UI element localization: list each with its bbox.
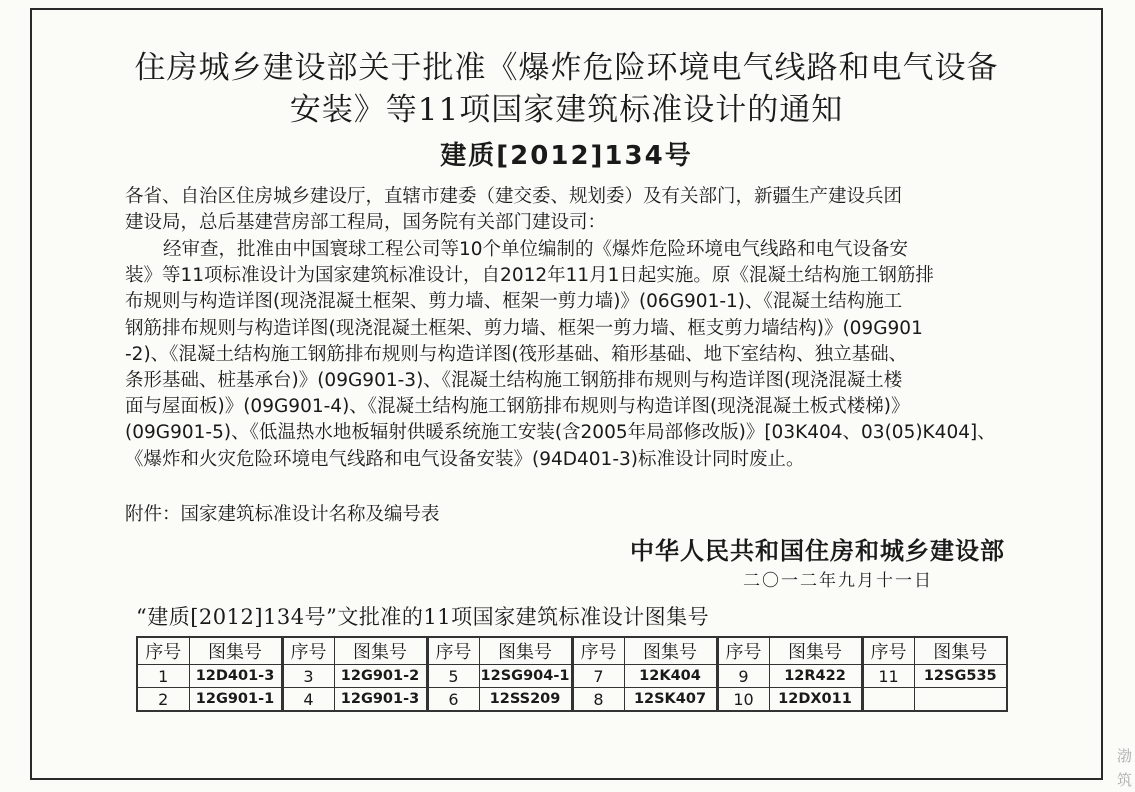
table-row bbox=[137, 665, 1007, 688]
body-line bbox=[125, 237, 1025, 263]
header-code: 图集号 bbox=[334, 637, 427, 665]
code-cell: 12K404 bbox=[624, 665, 717, 688]
header-code: 图集号 bbox=[189, 637, 282, 665]
body-line: -2)、《混凝土结构施工钢筋排布规则与构造详图(筏形基础、箱形基础、地下室结构、独立基础、 bbox=[125, 343, 908, 365]
addressee bbox=[125, 184, 1025, 236]
body-line: 条形基础、桩基承台)》(09G901-3)、《混凝土结构施工钢筋排布规则与构造详图(现浇混凝土楼 bbox=[125, 370, 903, 392]
document-number: 建质[2012]134号 bbox=[440, 141, 693, 171]
code-cell bbox=[914, 688, 1007, 712]
header-code: 图集号 bbox=[769, 637, 862, 665]
seq-cell: 2 bbox=[137, 688, 189, 712]
body-line: (09G901-5)、《低温热水地板辐射供暖系统施工安装(含2005年局部修改版)》[03K404、03(05)K404]、 bbox=[125, 422, 996, 444]
code-cell: 12R422 bbox=[769, 665, 862, 688]
code-cell: 12G901-3 bbox=[334, 688, 427, 712]
issuer-name: 中华人民共和国住房和城乡建设部 bbox=[630, 537, 1005, 565]
atlas-number-table bbox=[136, 636, 1008, 712]
seq-cell: 10 bbox=[717, 688, 769, 712]
seq-cell: 4 bbox=[282, 688, 334, 712]
notice-body bbox=[125, 237, 1025, 473]
seq-cell: 9 bbox=[717, 665, 769, 688]
body-line: 装》等11项标准设计为国家建筑标准设计，自2012年11月1日起实施。原《混凝土结构施工钢筋排 bbox=[125, 265, 934, 287]
atlas-table-container bbox=[136, 636, 1006, 712]
code-cell: 12DX011 bbox=[769, 688, 862, 712]
code-cell: 12SK407 bbox=[624, 688, 717, 712]
code-cell: 12D401-3 bbox=[189, 665, 282, 688]
header-code: 图集号 bbox=[624, 637, 717, 665]
code-cell: 12SS209 bbox=[479, 688, 572, 712]
body-line-text: 经审查，批准由中国寰球工程公司等10个单位编制的《爆炸危险环境电气线路和电气设备安 bbox=[163, 239, 909, 260]
addressee-line: 建设局，总后基建营房部工程局，国务院有关部门建设司： bbox=[125, 212, 607, 234]
body-line: 布规则与构造详图(现浇混凝土框架、剪力墙、框架一剪力墙)》(06G901-1)、《混凝土结构施工 bbox=[125, 291, 903, 313]
code-cell: 12G901-2 bbox=[334, 665, 427, 688]
margin-watermark-text: 渤筑 bbox=[1117, 747, 1133, 789]
seq-cell: 6 bbox=[427, 688, 479, 712]
body-line: 面与屋面板)》(09G901-4)、《混凝土结构施工钢筋排布规则与构造详图(现浇混凝土板式楼梯)》 bbox=[125, 396, 910, 418]
header-seq: 序号 bbox=[572, 637, 624, 665]
seq-cell: 7 bbox=[572, 665, 624, 688]
header-code: 图集号 bbox=[914, 637, 1007, 665]
code-cell: 12SG904-1 bbox=[479, 665, 572, 688]
seq-cell: 11 bbox=[862, 665, 914, 688]
seq-cell: 5 bbox=[427, 665, 479, 688]
header-seq: 序号 bbox=[137, 637, 189, 665]
header-code: 图集号 bbox=[479, 637, 572, 665]
seq-cell: 1 bbox=[137, 665, 189, 688]
header-seq: 序号 bbox=[427, 637, 479, 665]
attachment-note: 附件：国家建筑标准设计名称及编号表 bbox=[125, 504, 440, 525]
body-line: 《爆炸和火灾危险环境电气线路和电气设备安装》(94D401-3)标准设计同时废止。 bbox=[125, 448, 805, 470]
table-header-row bbox=[137, 637, 1007, 665]
body-line: 钢筋排布规则与构造详图(现浇混凝土框架、剪力墙、框架一剪力墙、框支剪力墙结构)》(09G901 bbox=[125, 317, 923, 339]
header-seq: 序号 bbox=[282, 637, 334, 665]
seq-cell: 3 bbox=[282, 665, 334, 688]
code-cell: 12G901-1 bbox=[189, 688, 282, 712]
issue-date: 二〇一二年九月十一日 bbox=[743, 571, 933, 591]
code-cell: 12SG535 bbox=[914, 665, 1007, 688]
header-seq: 序号 bbox=[717, 637, 769, 665]
notice-title-line-1: 住房城乡建设部关于批准《爆炸危险环境电气线路和电气设备 bbox=[134, 50, 999, 86]
notice-title-line-2: 安装》等11项国家建筑标准设计的通知 bbox=[289, 92, 844, 128]
seq-cell bbox=[862, 688, 914, 712]
table-caption: “建质[2012]134号”文批准的11项国家建筑标准设计图集号 bbox=[136, 605, 710, 629]
addressee-line: 各省、自治区住房城乡建设厅，直辖市建委（建交委、规划委）及有关部门，新疆生产建设兵团 bbox=[125, 186, 903, 207]
seq-cell: 8 bbox=[572, 688, 624, 712]
header-seq: 序号 bbox=[862, 637, 914, 665]
table-row bbox=[137, 688, 1007, 712]
